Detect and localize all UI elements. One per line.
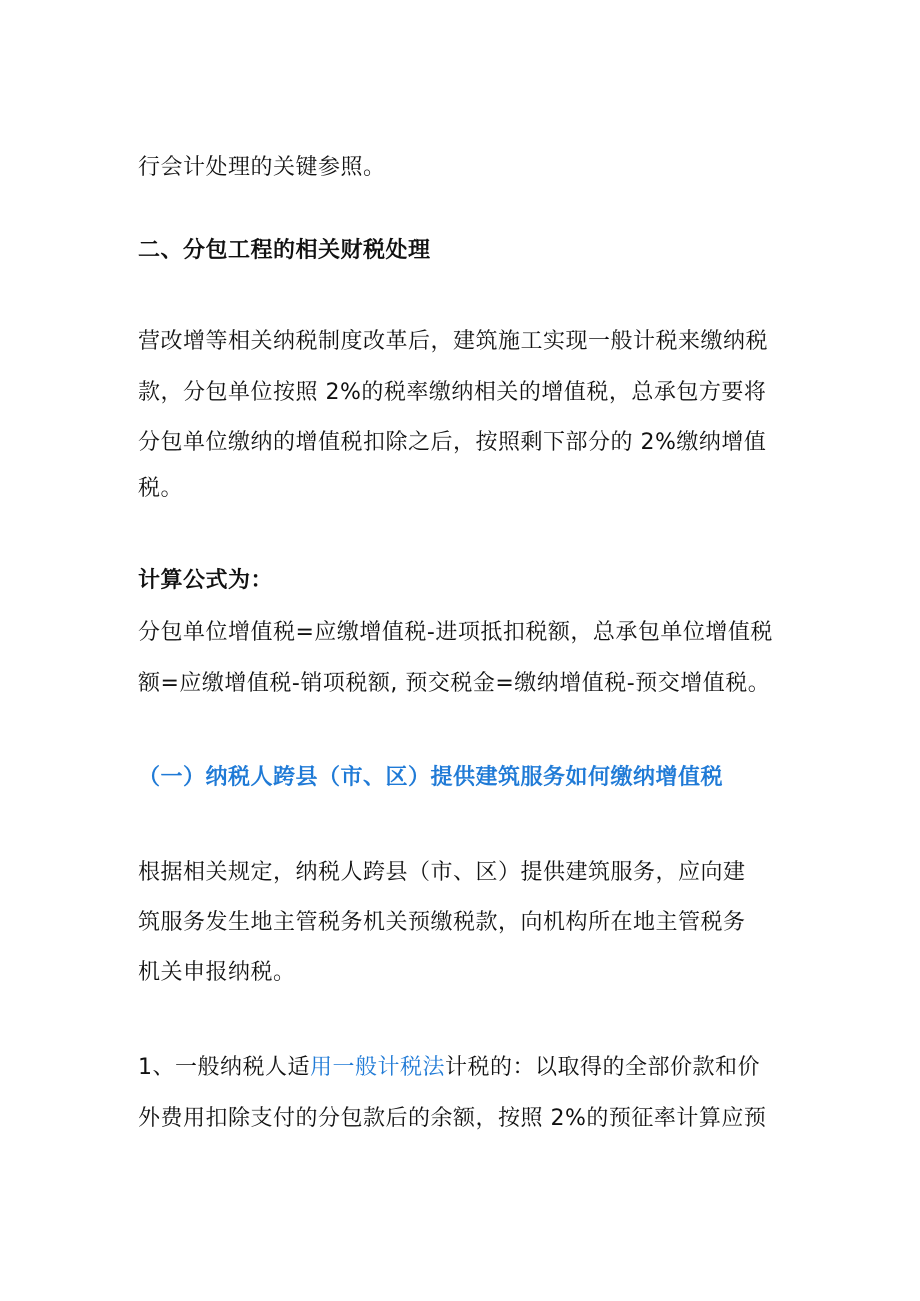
formula-line: 分包单位增值税=应缴增值税-进项抵扣税额，总承包单位增值税: [138, 620, 773, 645]
list-item-prefix: 1、一般纳税人适: [138, 1055, 310, 1080]
general-tax-method-link[interactable]: 用一般计税法: [310, 1055, 446, 1080]
paragraph-line: 根据相关规定，纳税人跨县（市、区）提供建筑服务，应向建: [138, 860, 746, 885]
section-heading: 二、分包工程的相关财税处理: [138, 238, 431, 263]
intro-tail-text: 行会计处理的关键参照。: [138, 155, 386, 180]
list-item-line: 外费用扣除支付的分包款后的余额，按照 2%的预征率计算应预: [138, 1106, 767, 1131]
subheading: （一）纳税人跨县（市、区）提供建筑服务如何缴纳增值税: [138, 765, 724, 790]
paragraph-line: 营改增等相关纳税制度改革后，建筑施工实现一般计税来缴纳税: [138, 329, 769, 354]
paragraph-line: 筑服务发生地主管税务机关预缴税款，向机构所在地主管税务: [138, 910, 746, 935]
list-item-line: [138, 1053, 760, 1083]
formula-label: 计算公式为：: [138, 568, 274, 593]
list-item-suffix: 计税的：以取得的全部价款和价: [445, 1055, 761, 1080]
paragraph-line: 税。: [138, 476, 184, 501]
paragraph-line: 机关申报纳税。: [138, 960, 296, 985]
paragraph-line: 分包单位缴纳的增值税扣除之后，按照剩下部分的 2%缴纳增值: [138, 430, 767, 455]
formula-line: 额=应缴增值税-销项税额, 预交税金=缴纳增值税-预交增值税。: [138, 671, 771, 696]
paragraph-line: 款，分包单位按照 2%的税率缴纳相关的增值税，总承包方要将: [138, 380, 767, 405]
